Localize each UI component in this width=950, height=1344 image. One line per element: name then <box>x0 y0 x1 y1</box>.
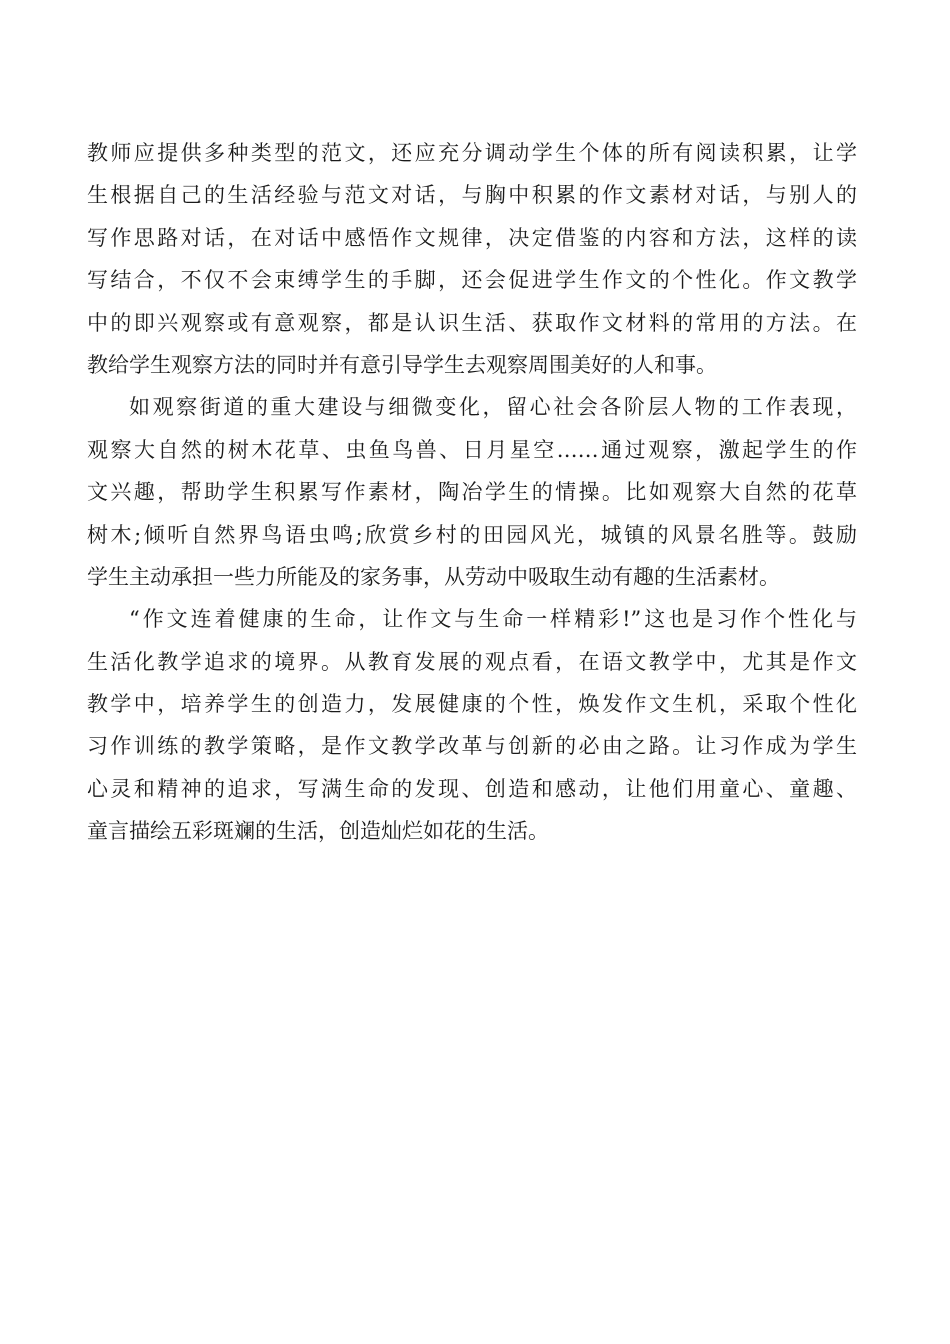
text-line: 中的即兴观察或有意观察，都是认识生活、获取作文材料的常用的方法。在 <box>87 310 857 335</box>
text-line: 观察大自然的树木花草、虫鱼鸟兽、日月星空……通过观察，激起学生的作 <box>87 437 857 462</box>
text-line: 教给学生观察方法的同时并有意引导学生去观察周围美好的人和事。 <box>87 352 717 377</box>
text-line: 文兴趣，帮助学生积累写作素材，陶冶学生的情操。比如观察大自然的花草 <box>87 480 857 505</box>
text-line: 写结合，不仅不会束缚学生的手脚，还会促进学生作文的个性化。作文教学 <box>87 268 857 293</box>
text-line: 习作训练的教学策略，是作文教学改革与创新的必由之路。让习作成为学生 <box>87 734 857 759</box>
document-body <box>87 132 857 853</box>
text-line: 如观察街道的重大建设与细微变化，留心社会各阶层人物的工作表现， <box>129 395 857 420</box>
text-line: 心灵和精神的追求，写满生命的发现、创造和感动，让他们用童心、童趣、 <box>87 776 857 801</box>
paragraph-2 <box>87 386 857 598</box>
text-line: 生活化教学追求的境界。从教育发展的观点看，在语文教学中，尤其是作文 <box>87 649 857 674</box>
text-line: 生根据自己的生活经验与范文对话，与胸中积累的作文素材对话，与别人的 <box>87 183 857 208</box>
paragraph-3 <box>87 598 857 852</box>
text-line: 学生主动承担一些力所能及的家务事，从劳动中吸取生动有趣的生活素材。 <box>87 564 780 589</box>
text-line: 树木;倾听自然界鸟语虫鸣;欣赏乡村的田园风光，城镇的风景名胜等。鼓励 <box>87 522 857 547</box>
text-line: 写作思路对话，在对话中感悟作文规律，决定借鉴的内容和方法，这样的读 <box>87 225 857 250</box>
text-line: 教学中，培养学生的创造力，发展健康的个性，焕发作文生机，采取个性化 <box>87 692 857 717</box>
text-line: 教师应提供多种类型的范文，还应充分调动学生个体的所有阅读积累，让学 <box>87 141 857 165</box>
text-line: “作文连着健康的生命，让作文与生命一样精彩!”这也是习作个性化与 <box>129 607 857 632</box>
text-line: 童言描绘五彩斑斓的生活，创造灿烂如花的生活。 <box>87 819 549 844</box>
paragraph-1 <box>87 132 857 386</box>
